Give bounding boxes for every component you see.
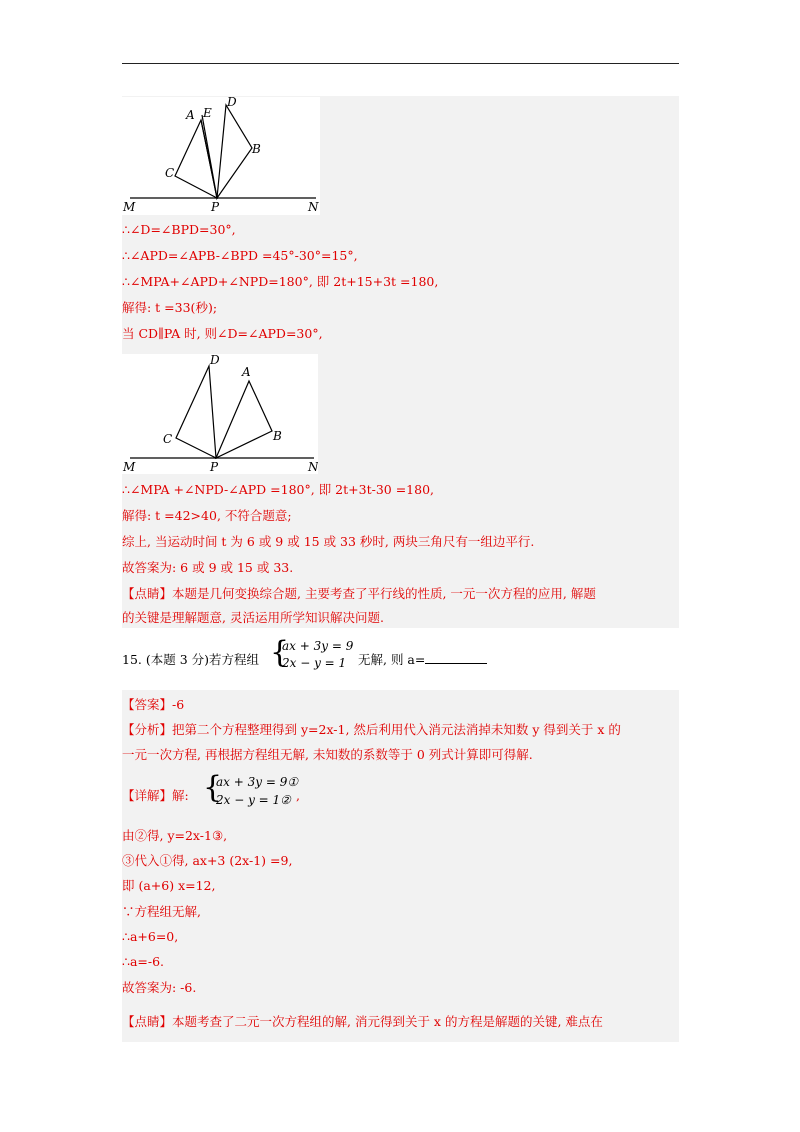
- solution-line: ∴∠D=∠BPD=30°,: [122, 222, 236, 237]
- label-M: M: [123, 200, 136, 214]
- analysis-line: 【分析】把第二个方程整理得到 y=2x-1, 然后利用代入消元法消掉未知数 y 得到关于 x 的: [122, 722, 621, 737]
- solution-line: 综上, 当运动时间 t 为 6 或 9 或 15 或 33 秒时, 两块三角尺有一组边平行.: [122, 534, 535, 549]
- question-15-eq1: ax + 3y = 9: [282, 639, 354, 653]
- detail-step: ③代入①得, ax+3 (2x-1) =9,: [122, 853, 293, 868]
- label-C: C: [165, 166, 175, 180]
- detail-step: ∴a=-6.: [122, 954, 165, 969]
- question-15-eq2: 2x − y = 1: [282, 656, 347, 670]
- geometry-figure-2: [122, 354, 318, 474]
- detail-step: 由②得, y=2x-1③,: [122, 828, 228, 843]
- detail-label: 【详解】解:: [122, 788, 189, 803]
- label-B: B: [273, 429, 282, 443]
- detail-comma: ,: [296, 788, 300, 803]
- question-15-suffix-text: 无解, 则 a=: [358, 652, 426, 667]
- solution-line: ∴∠MPA+∠APD+∠NPD=180°, 即 2t+15+3t =180,: [122, 274, 439, 289]
- comment-line: 的关键是理解题意, 灵活运用所学知识解决问题.: [122, 610, 384, 625]
- geometry-figure-1: [122, 97, 320, 215]
- solution-line: 解得: t =33(秒);: [122, 300, 218, 315]
- question-15-suffix: [358, 651, 487, 669]
- label-D: D: [227, 97, 237, 109]
- system-brace: {: [270, 635, 290, 670]
- label-D: D: [210, 354, 220, 367]
- label-E: E: [203, 106, 212, 120]
- label-A: A: [242, 365, 251, 379]
- label-N: N: [308, 200, 319, 214]
- comment-line: 【点睛】本题是几何变换综合题, 主要考查了平行线的性质, 一元一次方程的应用, 解题: [122, 586, 596, 601]
- solution-line: 当 CD∥PA 时, 则∠D=∠APD=30°,: [122, 326, 323, 341]
- header-rule: [122, 63, 679, 64]
- label-P: P: [211, 200, 220, 214]
- solution-line: ∴∠APD=∠APB-∠BPD =45°-30°=15°,: [122, 248, 358, 263]
- answer-line: 【答案】-6: [122, 697, 185, 712]
- solution-line: 解得: t =42>40, 不符合题意;: [122, 508, 292, 523]
- answer-blank: [425, 651, 487, 664]
- label-B: B: [252, 142, 261, 156]
- label-N: N: [308, 460, 318, 474]
- analysis-line: 一元一次方程, 再根据方程组无解, 未知数的系数等于 0 列式计算即可得解.: [122, 747, 533, 762]
- detail-eq1: ax + 3y = 9①: [216, 775, 299, 789]
- label-P: P: [210, 460, 219, 474]
- detail-eq2: 2x − y = 1②: [216, 793, 291, 807]
- detail-step: ∴a+6=0,: [122, 929, 179, 944]
- label-A: A: [186, 108, 195, 122]
- solution-line: ∴∠MPA +∠NPD-∠APD =180°, 即 2t+3t-30 =180,: [122, 482, 435, 497]
- label-C: C: [163, 432, 173, 446]
- detail-step: ∵方程组无解,: [122, 904, 201, 919]
- detail-system-brace: {: [203, 770, 223, 805]
- label-M: M: [123, 460, 136, 474]
- solution-line: 故答案为: 6 或 9 或 15 或 33.: [122, 560, 294, 575]
- detail-step: 故答案为: -6.: [122, 980, 197, 995]
- question-15-prefix: 15. (本题 3 分)若方程组: [122, 652, 260, 667]
- detail-step: 即 (a+6) x=12,: [122, 878, 216, 893]
- comment-line: 【点睛】本题考查了二元一次方程组的解, 消元得到关于 x 的方程是解题的关键, 难点在: [122, 1014, 603, 1029]
